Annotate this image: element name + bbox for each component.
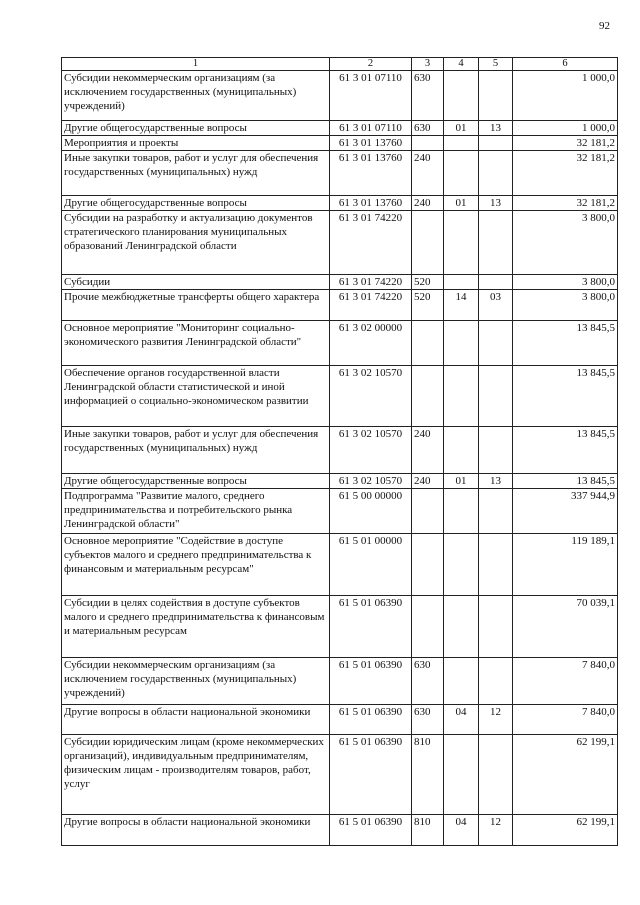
budget-table [61,57,618,846]
row-rz [444,211,479,275]
row-name: Другие вопросы в области национальной экономики [62,815,330,846]
table-row [62,705,618,735]
row-vr [412,534,444,596]
row-vr: 630 [412,705,444,735]
row-pr [479,211,513,275]
row-pr [479,596,513,658]
table-row [62,366,618,427]
table-row [62,427,618,474]
row-rz: 01 [444,121,479,136]
header-name: 1 [62,58,330,71]
row-pr [479,427,513,474]
row-name: Прочие межбюджетные трансферты общего характера [62,290,330,321]
row-code: 61 3 01 13760 [330,196,412,211]
row-amount: 7 840,0 [513,705,618,735]
row-pr [479,489,513,534]
table-row [62,321,618,366]
row-name: Субсидии в целях содействия в доступе субъектов малого и среднего предпринимательства к финансовым и материальным ресурсам [62,596,330,658]
row-vr [412,136,444,151]
row-amount: 3 800,0 [513,275,618,290]
table-row [62,196,618,211]
row-rz [444,427,479,474]
row-code: 61 3 01 13760 [330,136,412,151]
row-name: Субсидии [62,275,330,290]
header-code: 2 [330,58,412,71]
row-name: Другие вопросы в области национальной экономики [62,705,330,735]
row-vr: 240 [412,151,444,196]
page-number: 92 [599,20,610,32]
row-vr [412,489,444,534]
row-code: 61 3 02 10570 [330,366,412,427]
header-amount: 6 [513,58,618,71]
row-amount: 3 800,0 [513,211,618,275]
row-pr [479,136,513,151]
table-row [62,474,618,489]
table-row [62,275,618,290]
row-name: Другие общегосударственные вопросы [62,196,330,211]
row-rz: 14 [444,290,479,321]
table-row [62,211,618,275]
table-row [62,596,618,658]
row-code: 61 5 01 06390 [330,735,412,815]
row-rz: 01 [444,196,479,211]
row-rz: 04 [444,815,479,846]
row-amount: 337 944,9 [513,489,618,534]
row-name: Субсидии некоммерческим организациям (за исключением государственных (муниципальных) учреждений) [62,71,330,121]
table-row [62,815,618,846]
row-vr: 630 [412,121,444,136]
row-rz [444,534,479,596]
row-code: 61 3 02 10570 [330,474,412,489]
row-name: Субсидии на разработку и актуализацию документов стратегического планирования муниципальных образований Ленинградской области [62,211,330,275]
row-code: 61 5 00 00000 [330,489,412,534]
header-vr: 3 [412,58,444,71]
table-row [62,534,618,596]
row-amount: 32 181,2 [513,151,618,196]
row-vr [412,596,444,658]
row-pr [479,151,513,196]
row-amount: 1 000,0 [513,71,618,121]
row-code: 61 5 01 06390 [330,658,412,705]
row-pr: 13 [479,196,513,211]
row-rz [444,275,479,290]
row-name: Субсидии юридическим лицам (кроме некоммерческих организаций), индивидуальным предпринимателям, физическим лицам - производителям товаров, работ, услуг [62,735,330,815]
row-name: Мероприятия и проекты [62,136,330,151]
row-name: Субсидии некоммерческим организациям (за исключением государственных (муниципальных) учреждений) [62,658,330,705]
row-pr: 13 [479,474,513,489]
row-amount: 119 189,1 [513,534,618,596]
table-row [62,735,618,815]
row-name: Другие общегосударственные вопросы [62,474,330,489]
row-amount: 62 199,1 [513,735,618,815]
row-code: 61 3 01 74220 [330,275,412,290]
header-pr: 5 [479,58,513,71]
row-vr: 520 [412,275,444,290]
row-pr [479,658,513,705]
header-rz: 4 [444,58,479,71]
row-amount: 32 181,2 [513,196,618,211]
row-rz [444,596,479,658]
row-vr [412,321,444,366]
table-row [62,151,618,196]
row-vr: 240 [412,427,444,474]
row-rz [444,151,479,196]
row-rz [444,658,479,705]
row-code: 61 3 02 00000 [330,321,412,366]
row-amount: 13 845,5 [513,366,618,427]
row-name: Основное мероприятие "Содействие в доступе субъектов малого и среднего предпринимательства к финансовым и материальным ресурсам" [62,534,330,596]
row-code: 61 3 01 07110 [330,121,412,136]
row-code: 61 5 01 06390 [330,705,412,735]
row-amount: 3 800,0 [513,290,618,321]
row-rz [444,71,479,121]
row-pr: 03 [479,290,513,321]
row-amount: 70 039,1 [513,596,618,658]
row-pr: 12 [479,705,513,735]
row-amount: 13 845,5 [513,321,618,366]
row-code: 61 3 02 10570 [330,427,412,474]
row-amount: 7 840,0 [513,658,618,705]
row-amount: 1 000,0 [513,121,618,136]
row-pr: 12 [479,815,513,846]
row-name: Обеспечение органов государственной власти Ленинградской области статистической и иной информацией о социально-экономическом развитии [62,366,330,427]
row-pr [479,321,513,366]
row-rz: 04 [444,705,479,735]
row-rz: 01 [444,474,479,489]
table-row [62,290,618,321]
row-code: 61 5 01 00000 [330,534,412,596]
row-code: 61 3 01 07110 [330,71,412,121]
row-pr [479,735,513,815]
row-pr [479,71,513,121]
row-name: Подпрограмма "Развитие малого, среднего предпринимательства и потребительского рынка Ленинградской области" [62,489,330,534]
table-row [62,489,618,534]
row-pr: 13 [479,121,513,136]
header-row [62,58,618,71]
row-amount: 32 181,2 [513,136,618,151]
row-pr [479,275,513,290]
row-name: Другие общегосударственные вопросы [62,121,330,136]
row-vr: 810 [412,735,444,815]
table-row [62,136,618,151]
row-name: Иные закупки товаров, работ и услуг для обеспечения государственных (муниципальных) нужд [62,151,330,196]
row-rz [444,321,479,366]
row-pr [479,366,513,427]
row-rz [444,735,479,815]
row-vr: 630 [412,658,444,705]
row-vr: 810 [412,815,444,846]
row-vr: 520 [412,290,444,321]
row-code: 61 3 01 74220 [330,211,412,275]
row-code: 61 3 01 74220 [330,290,412,321]
row-pr [479,534,513,596]
row-code: 61 5 01 06390 [330,815,412,846]
table-row [62,121,618,136]
row-vr: 630 [412,71,444,121]
row-rz [444,489,479,534]
row-code: 61 5 01 06390 [330,596,412,658]
row-code: 61 3 01 13760 [330,151,412,196]
row-rz [444,136,479,151]
row-vr [412,211,444,275]
table-row [62,71,618,121]
row-vr: 240 [412,196,444,211]
row-rz [444,366,479,427]
row-name: Иные закупки товаров, работ и услуг для обеспечения государственных (муниципальных) нужд [62,427,330,474]
table-row [62,658,618,705]
row-amount: 13 845,5 [513,474,618,489]
row-vr: 240 [412,474,444,489]
row-amount: 13 845,5 [513,427,618,474]
row-name: Основное мероприятие "Мониторинг социально-экономического развития Ленинградской области" [62,321,330,366]
row-vr [412,366,444,427]
row-amount: 62 199,1 [513,815,618,846]
